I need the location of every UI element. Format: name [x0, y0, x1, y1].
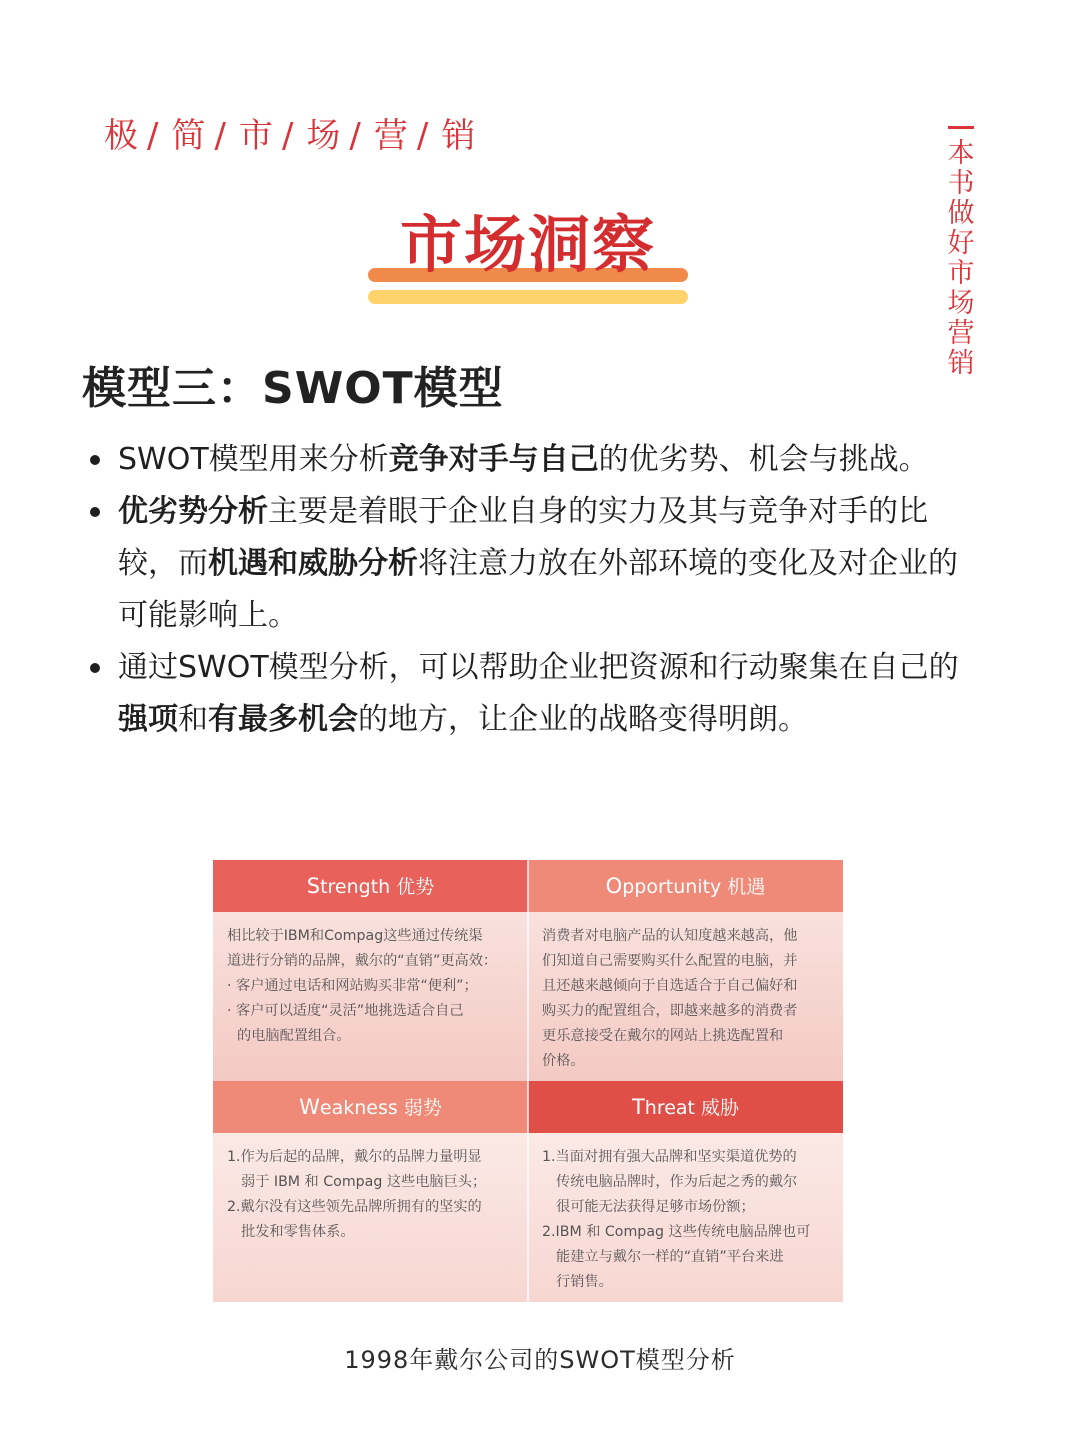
series-char: 营 — [373, 116, 409, 156]
banner-title: 市场洞察 — [399, 208, 656, 281]
strength-line: · 客户可以适度“灵活”地挑选适合自己 — [227, 1003, 464, 1019]
bullet-dot-icon — [90, 507, 100, 517]
threat-body — [528, 1133, 843, 1302]
vertical-title-char: 做 — [947, 198, 975, 229]
bullet-emphasis: 优劣势分析 — [118, 494, 268, 529]
weakness-line: 2.戴尔没有这些领先品牌所拥有的坚实的 — [227, 1199, 482, 1215]
opportunity-line: 购买力的配置组合，即越来越多的消费者 — [542, 1003, 798, 1019]
vertical-title-char: 好 — [947, 228, 975, 259]
bullet-text: 和 — [178, 702, 208, 737]
series-char: 场 — [306, 116, 342, 156]
vertical-title-char: 书 — [947, 168, 975, 199]
opportunity-line: 价格。 — [542, 1053, 585, 1069]
bullet-text: 主要是着眼于企业自身的实力及其与竞争对手的比较，而 — [118, 494, 928, 581]
series-separator: / — [349, 116, 362, 156]
bullet-text: 的地方，让企业的战略变得明朗。 — [358, 702, 808, 737]
vertical-title-char: 场 — [947, 288, 975, 319]
weakness-line: 1.作为后起的品牌，戴尔的品牌力量明显 — [227, 1149, 482, 1165]
series-char: 极 — [104, 116, 139, 156]
series-separator: / — [281, 116, 295, 156]
bullet-text: 通过SWOT模型分析，可以帮助企业把资源和行动聚集在自己的 — [118, 650, 959, 685]
bullet-text: 将注意力放在外部环境的变化及对企业的可能影响上。 — [118, 546, 958, 633]
threat-line: 2.IBM 和 Compag 这些传统电脑品牌也可 — [542, 1224, 811, 1240]
bullet-emphasis: 强项 — [118, 702, 178, 737]
bullet-emphasis: 机遇和威胁分析 — [208, 546, 418, 581]
swot-matrix — [213, 860, 843, 1302]
bullet-emphasis: 有最多机会 — [208, 702, 358, 737]
opportunity-line: 且还越来越倾向于自选适合于自己偏好和 — [542, 978, 798, 994]
opportunity-line: 消费者对电脑产品的认知度越来越高，他 — [542, 928, 798, 944]
threat-line: 能建立与戴尔一样的“直销”平台来进 — [556, 1249, 784, 1265]
threat-line: 传统电脑品牌时，作为后起之秀的戴尔 — [556, 1174, 798, 1190]
bullet-list — [84, 434, 964, 746]
vertical-book-title — [944, 120, 978, 379]
swot-threat — [528, 1081, 843, 1302]
threat-header: Threat 威胁 — [528, 1081, 843, 1133]
bullet-item — [84, 486, 964, 642]
vertical-title-dash — [948, 126, 974, 129]
bullet-text: SWOT模型用来分析 — [118, 442, 389, 477]
threat-line: 行销售。 — [556, 1274, 613, 1290]
threat-line: 1.当面对拥有强大品牌和坚实渠道优势的 — [542, 1149, 797, 1165]
opportunity-header: Opportunity 机遇 — [528, 860, 843, 912]
strength-line: · 客户通过电话和网站购买非常“便利”； — [227, 978, 478, 994]
figure-caption: 1998年戴尔公司的SWOT模型分析 — [344, 1346, 736, 1374]
series-title — [104, 108, 476, 157]
opportunity-line: 们知道自己需要购买什么配置的电脑，并 — [542, 953, 798, 969]
bullet-text: 的优劣势、机会与挑战。 — [598, 442, 929, 477]
swot-divider — [527, 860, 529, 1302]
bullet-item — [84, 434, 964, 486]
vertical-title-char: 销 — [947, 348, 975, 379]
bullet-dot-icon — [90, 663, 100, 673]
weakness-line: 弱于 IBM 和 Compag 这些电脑巨头； — [241, 1174, 487, 1190]
swot-opportunity — [528, 860, 843, 1081]
vertical-title-char: 营 — [947, 318, 975, 349]
bullet-item — [84, 642, 964, 746]
weakness-body — [213, 1133, 528, 1302]
section-heading: 模型三：SWOT模型 — [82, 363, 504, 414]
weakness-header: Weakness 弱势 — [213, 1081, 528, 1133]
strength-line: 道进行分销的品牌，戴尔的“直销”更高效： — [227, 953, 498, 969]
banner-underline-yellow — [368, 290, 688, 304]
strength-header: Strength 优势 — [213, 860, 528, 912]
strength-body — [213, 912, 528, 1081]
vertical-title-char: 市 — [947, 258, 975, 289]
vertical-title-char: 本 — [947, 138, 975, 169]
series-separator: / — [147, 116, 160, 156]
swot-strength — [213, 860, 528, 1081]
threat-line: 很可能无法获得足够市场份额； — [556, 1199, 755, 1215]
series-separator: / — [416, 116, 430, 156]
opportunity-body — [528, 912, 843, 1081]
strength-line: 的电脑配置组合。 — [237, 1028, 351, 1044]
banner — [368, 208, 688, 304]
bullet-dot-icon — [90, 455, 100, 465]
series-char: 市 — [238, 116, 274, 156]
weakness-line: 批发和零售体系。 — [241, 1224, 355, 1240]
series-char: 简 — [171, 116, 207, 156]
swot-weakness — [213, 1081, 528, 1302]
strength-line: 相比较于IBM和Compag这些通过传统渠 — [227, 928, 483, 944]
series-char: 销 — [441, 116, 477, 156]
bullet-emphasis: 竞争对手与自己 — [388, 442, 599, 477]
opportunity-line: 更乐意接受在戴尔的网站上挑选配置和 — [542, 1028, 784, 1044]
series-separator: / — [214, 116, 227, 156]
